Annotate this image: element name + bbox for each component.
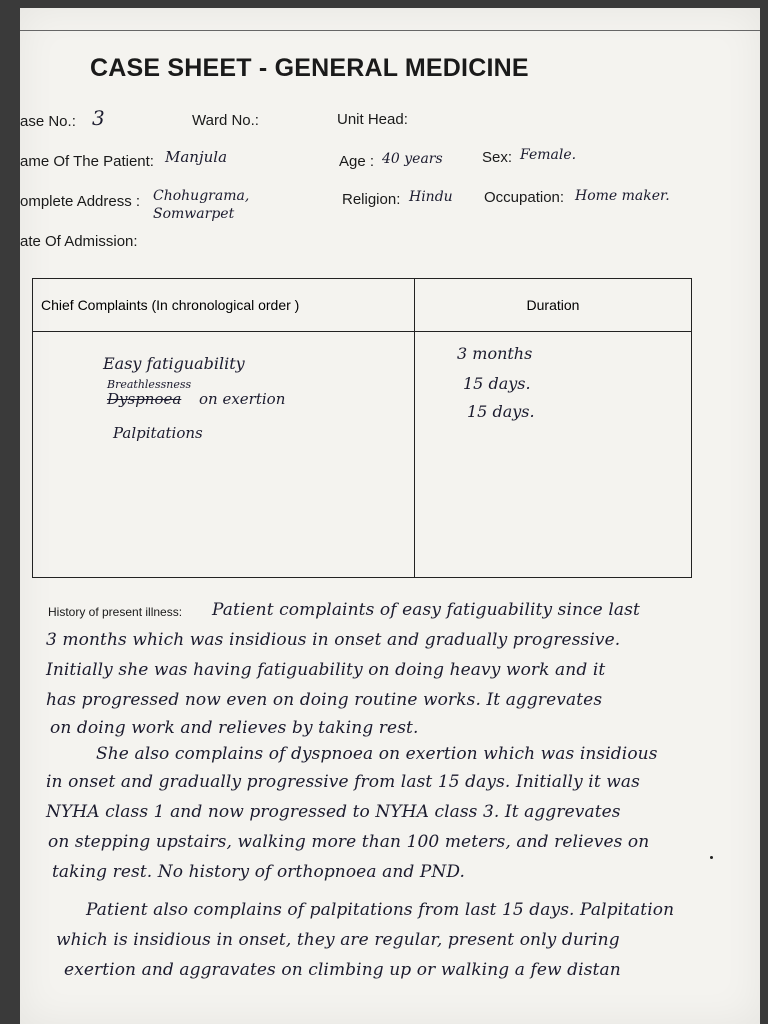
religion-label: Religion:	[342, 191, 401, 208]
complaint-2-insert: Breathlessness	[107, 378, 192, 391]
address-line1: Chohugrama,	[153, 188, 250, 204]
table-body-row	[33, 332, 692, 578]
duration-2: 15 days.	[463, 374, 531, 393]
case-no-value: 3	[92, 106, 105, 130]
age-label: Age :	[339, 153, 375, 170]
history-line-7: in onset and gradually progressive from last 15 days. Initially it was	[46, 772, 640, 792]
duration-cell	[415, 332, 692, 578]
admission-date-label: ate Of Admission:	[20, 233, 138, 250]
top-divider	[20, 30, 760, 31]
history-line-8: NYHA class 1 and now progressed to NYHA class 3. It aggrevates	[46, 802, 621, 822]
case-no-label: ase No.:	[20, 113, 76, 130]
occupation-value: Home maker.	[575, 188, 670, 204]
history-line-3: Initially she was having fatiguability on doing heavy work and it	[46, 660, 606, 680]
sex-value: Female.	[520, 147, 577, 163]
religion-value: Hindu	[409, 189, 453, 205]
case-sheet-page	[20, 8, 760, 1024]
history-line-11: Patient also complains of palpitations from last 15 days. Palpitation	[86, 900, 675, 920]
history-line-10: taking rest. No history of orthopnoea and PND.	[52, 862, 465, 882]
duration-1: 3 months	[457, 344, 533, 363]
table-header-row	[33, 279, 692, 332]
patient-name-value: Manjula	[165, 148, 228, 166]
history-line-5: on doing work and relieves by taking rest.	[50, 718, 419, 738]
history-label: History of present illness:	[48, 605, 183, 619]
sex-label: Sex:	[482, 149, 513, 166]
duration-3: 15 days.	[467, 402, 535, 421]
page-title: CASE SHEET - GENERAL MEDICINE	[90, 54, 529, 82]
complaint-2-struck: Dyspnoea	[107, 390, 182, 408]
history-line-12: which is insidious in onset, they are regular, present only during	[56, 930, 620, 950]
age-value: 40 years	[382, 151, 443, 167]
history-line-6: She also complains of dyspnoea on exertion which was insidious	[96, 744, 658, 764]
history-line-9: on stepping upstairs, walking more than 100 meters, and relieves on	[48, 832, 650, 852]
unit-head-label: Unit Head:	[337, 111, 408, 128]
history-line-4: has progressed now even on doing routine works. It aggrevates	[46, 690, 603, 710]
pen-dot	[710, 856, 713, 859]
chief-complaints-table	[32, 278, 692, 578]
duration-header: Duration	[415, 279, 692, 332]
complaints-cell	[33, 332, 415, 578]
ward-no-label: Ward No.:	[192, 112, 259, 129]
address-label: omplete Address :	[20, 193, 141, 210]
complaints-header: Chief Complaints (In chronological order )	[33, 279, 415, 332]
history-line-2: 3 months which was insidious in onset and gradually progressive.	[46, 630, 621, 650]
complaint-1: Easy fatiguability	[103, 354, 245, 373]
history-line-13: exertion and aggravates on climbing up or walking a few distan	[64, 960, 621, 980]
complaint-3: Palpitations	[113, 424, 203, 442]
complaint-2-suffix: on exertion	[199, 390, 286, 408]
history-line-1: Patient complaints of easy fatiguability since last	[212, 600, 640, 620]
patient-name-label: ame Of The Patient:	[20, 153, 154, 170]
occupation-label: Occupation:	[484, 189, 565, 206]
address-line2: Somwarpet	[153, 206, 235, 222]
